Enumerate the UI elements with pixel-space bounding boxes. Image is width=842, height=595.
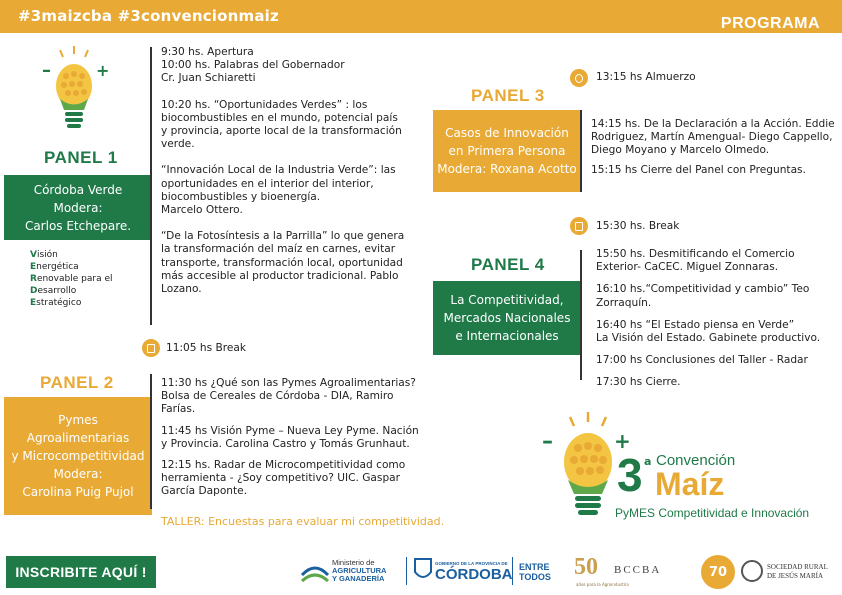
brand-tagline: PyMES Competitividad e Innovación [615, 506, 810, 520]
panel1-divider [150, 47, 152, 325]
panel2-box-line: Pymes [58, 413, 98, 427]
programa-label: PROGRAMA [720, 15, 820, 32]
break-2: 15:30 hs. Break [596, 220, 680, 232]
panel3-divider [580, 110, 582, 192]
panel1-schedule: 9:30 hs. Apertura 10:00 hs. Palabras del Gobernador Cr. Juan Schiaretti 10:20 hs. “Oportunidades Verdes” : los biocombustibles en el mundo, potencial país y provincia, aporte local de la transformación verde. “Innovación Local de la Industria Verde”: las oportunidades en el interior del interior, biocombustibles y bioenergía. Marcelo Ottero. “De la Fotosíntesis a la Parrilla” lo que genera la transformación del maíz en carnes, evitar transporte, transformación local, oportunidad más accesible al productor tradicional. Pablo Lozano. [161, 46, 405, 296]
lunch: 13:15 hs Almuerzo [596, 71, 696, 83]
panel2-schedule: 11:30 hs ¿Qué son las Pymes Agroalimentarias? Bolsa de Cereales de Córdoba - DIA, Ramiro Farías. 11:45 hs Visión Pyme – Nueva Ley Pyme. Nación y Provincia. Carolina Castro y Tomás Grunhaut. 12:15 hs. Radar de Microcompetitividad como herramienta - ¿Soy competitivo? UIC. Gaspar García Daponte. [161, 377, 419, 498]
panel2-box [4, 397, 152, 515]
panel3-title: PANEL 3 [471, 86, 545, 105]
panel3-box [433, 110, 581, 192]
panel4-title: PANEL 4 [471, 255, 545, 274]
inscribite-button[interactable]: INSCRIBITE AQUÍ ! [6, 556, 156, 588]
panel4-box-line: La Competitividad, [450, 293, 564, 307]
bccba-logo: BCCBA [614, 564, 662, 576]
maiz-label: Maíz [655, 466, 725, 502]
ministerio-logo: Ministerio de AGRICULTURA Y GANADERÍA [332, 558, 387, 583]
bccba-sub: años para la Agroindustria [576, 582, 629, 587]
sociedad-rural-logo: SOCIEDAD RURAL DE JESÚS MARÍA [767, 563, 828, 580]
panel1-box-line: Carlos Etchepare. [24, 218, 132, 233]
taller-note: TALLER: Encuestas para evaluar mi competitividad. [161, 515, 445, 528]
panel4-divider [580, 250, 582, 380]
gobierno-logo: GOBIERNO DE LA PROVINCIA DE CÓRDOBA [435, 561, 513, 583]
anniversary-badge: 70 [701, 555, 735, 589]
panel1-box-line: Modera: [53, 200, 103, 215]
bccba-50-logo: 50 [574, 554, 598, 580]
panel2-title: PANEL 2 [40, 373, 114, 392]
panel3-schedule: 14:15 hs. De la Declaración a la Acción. Eddie Rodriguez, Martín Amengual- Diego Cappello, Diego Moyano y Marcelo Olmedo. 15:15 hs Cierre del Panel con Preguntas. [591, 118, 835, 176]
panel1-box [4, 175, 152, 240]
panel4-box-line: e Internacionales [455, 329, 559, 343]
cordoba-shield-icon [414, 558, 432, 582]
logo-divider [512, 557, 513, 585]
panel4-box-line: Mercados Nacionales [443, 311, 571, 325]
logo-divider [406, 557, 407, 585]
sociedad-rural-seal-icon [741, 560, 763, 582]
svg-text:–: – [42, 60, 51, 81]
corn-bulb-icon [40, 44, 112, 138]
panel2-box-line: Carolina Puig Pujol [22, 485, 134, 499]
fork-knife-icon [570, 69, 588, 87]
hashtags: #3maizcba #3convencionmaiz [18, 7, 279, 25]
entre-todos-logo: ENTRE TODOS [519, 562, 551, 582]
panel3-box-line: en Primera Persona [448, 144, 566, 158]
panel2-box-line: Modera: [53, 467, 103, 481]
coffee-icon [142, 339, 160, 357]
vision-acronym: Visión Energética Renovable para el Desarrollo Estratégico [30, 250, 113, 308]
panel2-divider [150, 374, 152, 509]
break-1: 11:05 hs Break [166, 342, 247, 354]
ministerio-logo-icon [300, 557, 330, 583]
edition-number: 3 [617, 449, 643, 501]
panel3-box-line: Casos de Innovación [445, 126, 569, 140]
panel1-title: PANEL 1 [44, 148, 118, 167]
svg-text:–: – [542, 429, 553, 454]
panel4-box [433, 281, 581, 355]
panel3-box-line: Modera: Roxana Acotto [437, 162, 577, 176]
svg-text:+: + [96, 61, 110, 80]
panel2-box-line: Agroalimentarias [26, 431, 130, 445]
convencion-label: Convención [656, 452, 736, 469]
panel4-schedule: 15:50 hs. Desmitificando el Comercio Exterior- CaCEC. Miguel Zonnaras. 16:10 hs.“Competitividad y cambio” Teo Zorraquín. 16:40 hs “El Estado piensa en Verde” La Visión del Estado. Gabinete productivo. 17:00 hs Conclusiones del Taller - Radar 17:30 hs Cierre. [596, 248, 821, 389]
edition-superscript: a [644, 455, 652, 468]
panel1-box-line: Córdoba Verde [33, 182, 123, 197]
svg-text:+: + [614, 429, 631, 453]
coffee-icon [570, 217, 588, 235]
panel2-box-line: y Microcompetitividad [11, 449, 145, 463]
